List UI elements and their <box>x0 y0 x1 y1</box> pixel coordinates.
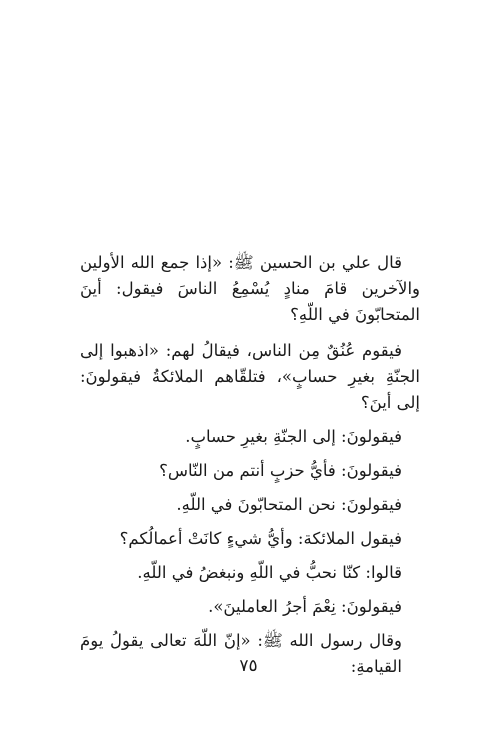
paragraph-prophet-saying: وقال رسول الله ﷺ: «إنّ اللّهَ تعالى يقولُ يومَ القيامةِ: <box>80 631 402 676</box>
paragraph-reply-paradise: فيقولونَ: إلى الجنّةِ بغيرِ حسابٍ. <box>185 427 402 446</box>
paragraph-question-deeds: فيقول الملائكة: وأيُّ شيءٍ كانَتْ أعمالُكم؟ <box>119 529 402 548</box>
paragraph-question-party: فيقولونَ: فأيُّ حزبٍ أنتم من النّاس؟ <box>159 461 402 480</box>
paragraph-reply-love-hate: قالوا: كنّا نحبُّ في اللّهِ ونبغضُ في اللّهِ. <box>137 563 402 582</box>
paragraph-opening-narration: قال علي بن الحسين ﷺ: «إذا جمع الله الأولين والآخرين قامَ منادٍ يُسْمِعُ الناسَ فيقول: أينَ المتحابّونَ في اللّهِ؟ <box>80 253 420 324</box>
hadith-text-block <box>80 250 420 680</box>
paragraph-group-rises: فيقوم عُنُقٌ مِن الناس، فيقالُ لهم: «اذهبوا إلى الجنّةِ بغيرِ حسابٍ»، فتلقّاهم الملائكةُ فيقولونَ: إلى أينَ؟ <box>80 341 420 412</box>
page-number: ٧٥ <box>239 656 258 676</box>
paragraph-reply-lovers: فيقولونَ: نحن المتحابّونَ في اللّهِ. <box>176 495 402 514</box>
paragraph-reward: فيقولونَ: نِعْمَ أجرُ العاملينَ». <box>208 597 402 616</box>
